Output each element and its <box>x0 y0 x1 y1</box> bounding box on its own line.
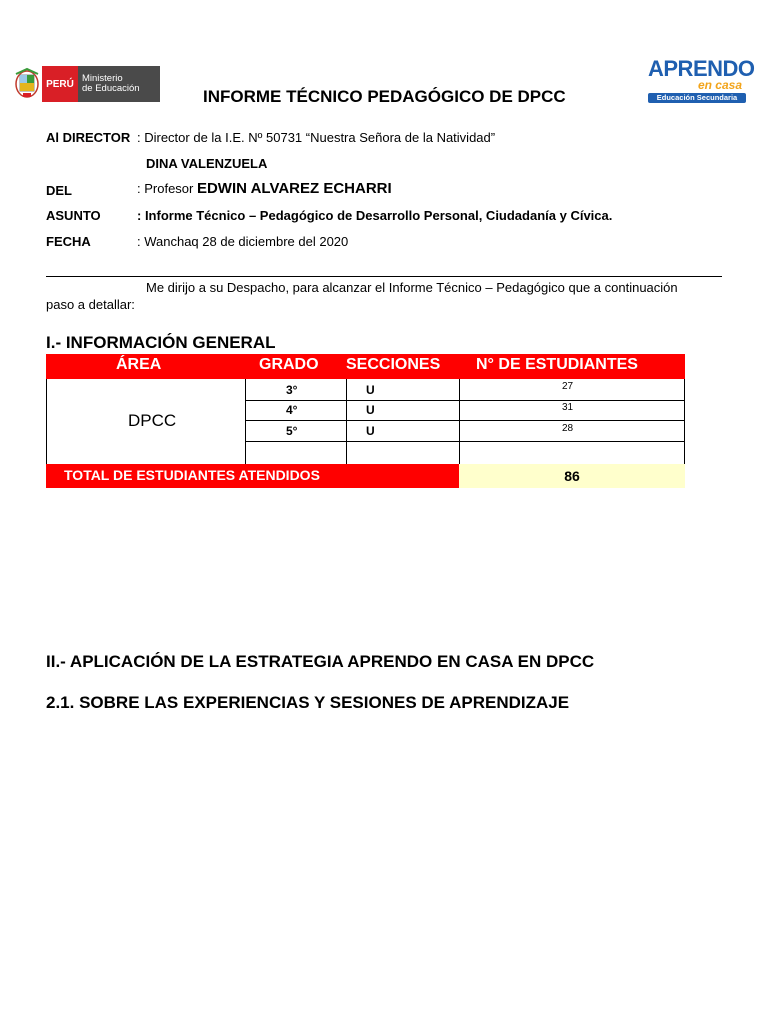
table-vline-2 <box>346 379 347 464</box>
asunto-label: ASUNTO <box>46 208 101 223</box>
director-name: DINA VALENZUELA <box>146 156 268 171</box>
seccion-cell-3: U <box>366 424 375 438</box>
estudiantes-cell-3: 28 <box>562 423 574 434</box>
header-area: ÁREA <box>116 356 162 373</box>
peru-label: PERÚ <box>42 66 78 102</box>
header-grado: GRADO <box>259 356 319 373</box>
del-name: EDWIN ALVAREZ ECHARRI <box>196 180 392 197</box>
ministerio-line1: Ministerio <box>82 73 123 84</box>
director-value: : Director de la I.E. Nº 50731 “Nuestra Señora de la Natividad” <box>137 130 496 145</box>
estudiantes-cell-2: 31 <box>562 402 574 413</box>
total-label-row <box>46 464 459 488</box>
table-vline-3 <box>459 379 460 464</box>
total-label: TOTAL DE ESTUDIANTES ATENDIDOS <box>64 467 320 483</box>
table-hline-2 <box>245 420 685 421</box>
table-hline-1 <box>245 400 685 401</box>
del-value <box>137 181 392 197</box>
director-label: Al DIRECTOR <box>46 130 131 145</box>
fecha-label: FECHA <box>46 234 91 249</box>
minedu-logo <box>12 66 160 102</box>
table-vline-1 <box>245 379 246 464</box>
peru-coat-of-arms-icon <box>12 66 42 102</box>
seccion-cell-1: U <box>366 383 375 397</box>
asunto-value: : Informe Técnico – Pedagógico de Desarrollo Personal, Ciudadanía y Cívica. <box>137 208 613 223</box>
divider-line <box>46 276 722 277</box>
aprendo-sub: en casa <box>697 78 742 92</box>
del-prefix: : Profesor <box>137 181 197 196</box>
header-estudiantes: N° DE ESTUDIANTES <box>476 356 638 373</box>
table-header-row <box>46 354 685 379</box>
aprendo-band: Educación Secundaria <box>648 93 746 103</box>
grado-cell-1: 3° <box>286 383 298 397</box>
aprendo-en-casa-logo <box>648 56 755 104</box>
document-title: INFORME TÉCNICO PEDAGÓGICO DE DPCC <box>203 87 566 106</box>
section-1-heading: I.- INFORMACIÓN GENERAL <box>46 333 276 352</box>
del-label: DEL <box>46 183 72 198</box>
intro-line1: Me dirijo a su Despacho, para alcanzar el Informe Técnico – Pedagógico que a continuación <box>146 280 678 295</box>
grado-cell-3: 5° <box>286 424 298 438</box>
intro-paragraph <box>46 279 721 313</box>
students-table <box>46 354 685 488</box>
aprendo-word: APRENDO <box>648 56 755 81</box>
fecha-value: : Wanchaq 28 de diciembre del 2020 <box>137 234 349 249</box>
table-hline-3 <box>245 441 685 442</box>
total-value: 86 <box>459 464 685 488</box>
area-cell: DPCC <box>128 411 177 430</box>
intro-line2: paso a detallar: <box>46 297 135 312</box>
seccion-cell-2: U <box>366 403 375 417</box>
estudiantes-cell-1: 27 <box>562 381 574 392</box>
header-secciones: SECCIONES <box>346 356 441 373</box>
ministerio-line2: de Educación <box>82 83 140 94</box>
section-2-heading: II.- APLICACIÓN DE LA ESTRATEGIA APRENDO EN CASA EN DPCC <box>46 652 595 671</box>
ministerio-label <box>78 66 160 102</box>
section-2-1-heading: 2.1. SOBRE LAS EXPERIENCIAS Y SESIONES DE APRENDIZAJE <box>46 693 570 712</box>
grado-cell-2: 4° <box>286 403 298 417</box>
